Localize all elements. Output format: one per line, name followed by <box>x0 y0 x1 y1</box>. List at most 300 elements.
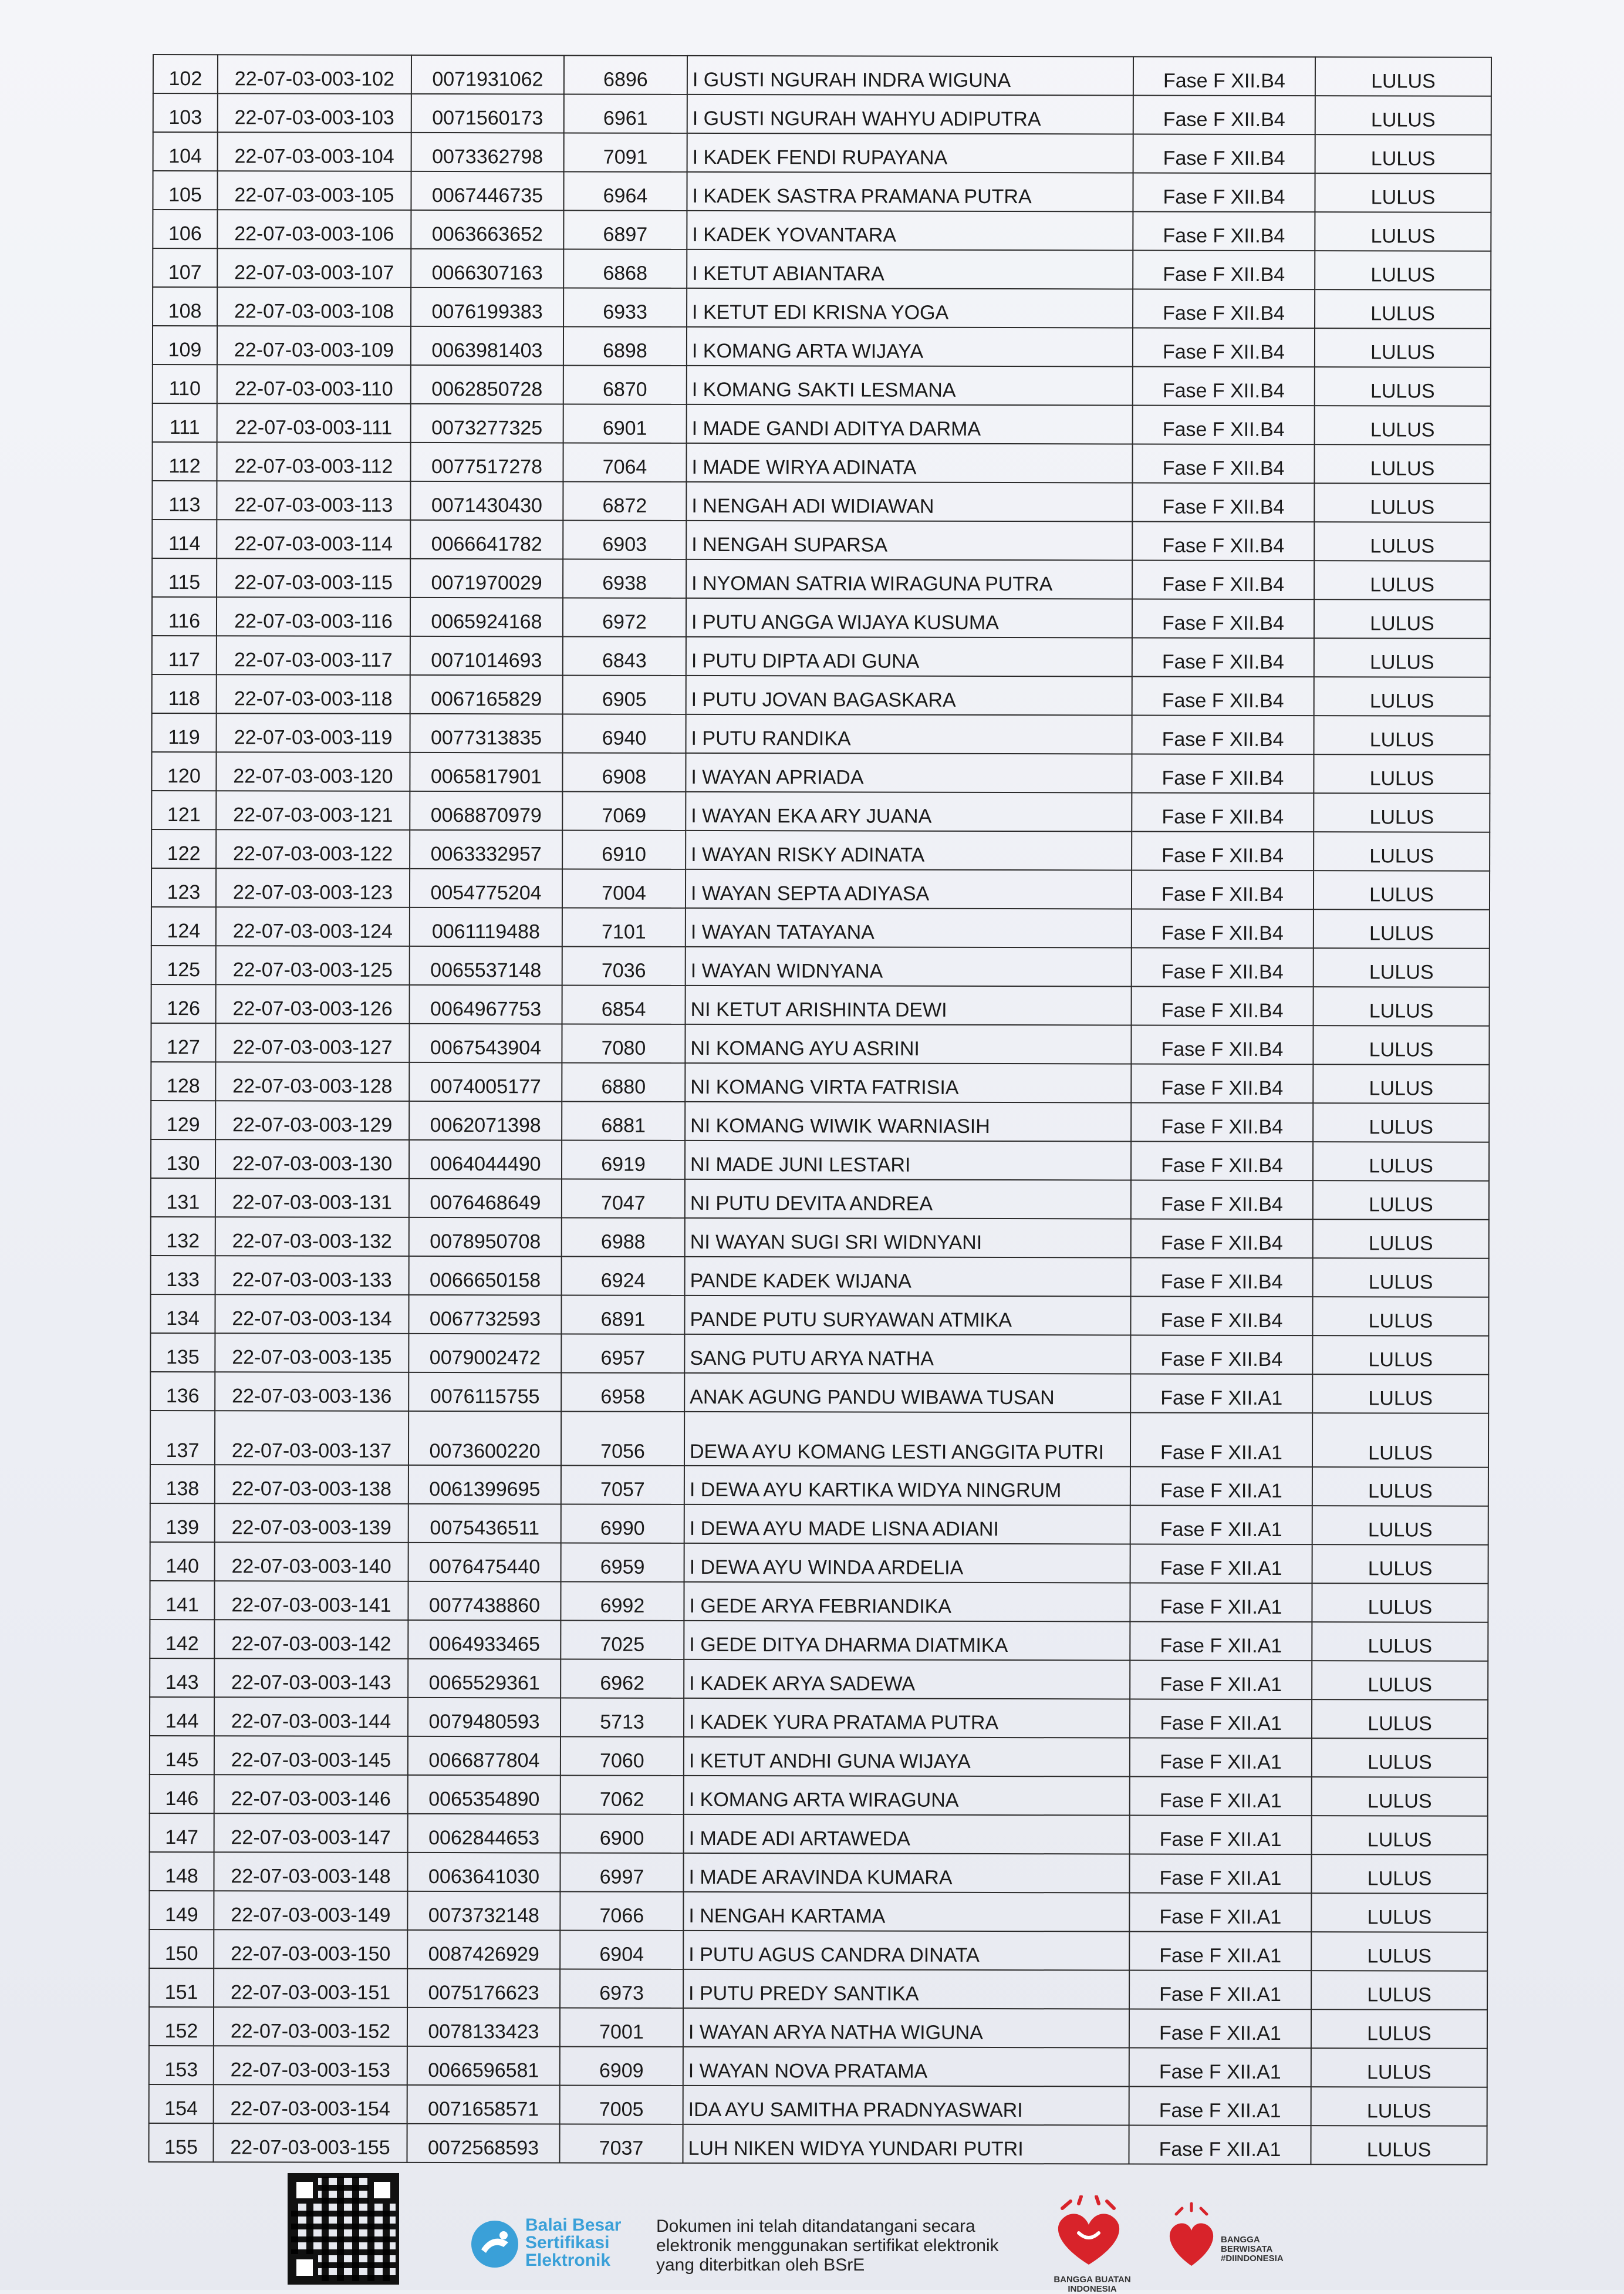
nis-cell: 6961 <box>564 94 687 133</box>
table-row <box>150 1736 1488 1777</box>
class-name-cell: Fase F XII.A1 <box>1129 2047 1311 2087</box>
exam-number-cell: 22-07-03-003-106 <box>217 210 411 249</box>
status-cell: LULUS <box>1312 1699 1488 1739</box>
nis-cell: 7004 <box>562 869 686 908</box>
nis-cell: 6992 <box>561 1581 684 1620</box>
student-name-cell: I DEWA AYU KARTIKA WIDYA NINGRUM <box>684 1466 1130 1506</box>
table-row <box>150 1372 1488 1413</box>
exam-number-cell: 22-07-03-003-150 <box>214 1929 407 1969</box>
class-name-cell: Fase F XII.B4 <box>1133 366 1315 406</box>
nis-cell: 6903 <box>563 520 686 559</box>
student-name-cell: I KADEK SASTRA PRAMANA PUTRA <box>687 172 1133 212</box>
student-name-cell: ANAK AGUNG PANDU WIBAWA TUSAN <box>684 1373 1130 1413</box>
nisn-cell: 0071658571 <box>407 2085 560 2124</box>
nisn-cell: 0076115755 <box>408 1372 561 1412</box>
nisn-cell: 0063663652 <box>411 210 563 249</box>
table-row <box>150 1658 1488 1700</box>
bangga-buatan-indonesia-logo-icon <box>1045 2195 1133 2283</box>
table-row <box>153 171 1491 212</box>
status-cell: LULUS <box>1315 173 1491 212</box>
exam-number-cell: 22-07-03-003-111 <box>217 403 411 443</box>
nis-cell: 6880 <box>562 1062 685 1101</box>
nis-cell: 6924 <box>562 1256 685 1295</box>
class-name-cell: Fase F XII.A1 <box>1130 1544 1312 1583</box>
bsre-logo-icon <box>470 2219 520 2269</box>
table-row <box>150 1697 1488 1739</box>
row-number-cell: 132 <box>151 1217 215 1256</box>
row-number-cell: 133 <box>151 1256 215 1294</box>
nis-cell: 7064 <box>563 443 686 481</box>
row-number-cell: 123 <box>151 868 216 907</box>
row-number-cell: 144 <box>150 1697 214 1736</box>
bbi-caption: BANGGA BUATAN INDONESIA <box>1054 2275 1131 2294</box>
table-row <box>150 1813 1488 1855</box>
nisn-cell: 0077313835 <box>410 714 563 753</box>
table-body <box>148 55 1491 2165</box>
nisn-cell: 0065537148 <box>410 946 562 986</box>
row-number-cell: 135 <box>150 1333 215 1372</box>
student-name-cell: I GEDE ARYA FEBRIANDIKA <box>684 1582 1130 1622</box>
nisn-cell: 0065817901 <box>410 753 562 792</box>
nis-cell: 6908 <box>562 753 686 791</box>
status-cell: LULUS <box>1313 1103 1489 1142</box>
table-row <box>151 1023 1489 1065</box>
class-name-cell: Fase F XII.B4 <box>1130 1335 1312 1374</box>
exam-number-cell: 22-07-03-003-116 <box>217 597 410 636</box>
nis-cell: 5713 <box>561 1698 684 1736</box>
table-row <box>149 1852 1487 1894</box>
exam-number-cell: 22-07-03-003-118 <box>217 674 410 714</box>
table-row <box>151 1101 1489 1142</box>
table-row <box>149 2084 1487 2126</box>
student-name-cell: DEWA AYU KOMANG LESTI ANGGITA PUTRI <box>684 1412 1130 1467</box>
student-name-cell: I KOMANG ARTA WIRAGUNA <box>684 1776 1130 1816</box>
exam-number-cell: 22-07-03-003-147 <box>214 1813 408 1853</box>
status-cell: LULUS <box>1312 1374 1488 1413</box>
status-cell: LULUS <box>1314 483 1490 522</box>
row-number-cell: 112 <box>152 442 217 481</box>
exam-number-cell: 22-07-03-003-109 <box>217 326 411 365</box>
student-name-cell: PANDE KADEK WIJANA <box>685 1257 1131 1297</box>
nisn-cell: 0065529361 <box>408 1659 561 1698</box>
exam-number-cell: 22-07-03-003-124 <box>216 907 410 946</box>
nisn-cell: 0071560173 <box>411 94 564 133</box>
nisn-cell: 0054775204 <box>410 869 562 908</box>
status-cell: LULUS <box>1312 1335 1488 1375</box>
table-row <box>151 752 1490 794</box>
class-name-cell: Fase F XII.B4 <box>1133 211 1315 251</box>
table-row <box>153 132 1491 174</box>
student-name-cell: I WAYAN TATAYANA <box>686 908 1132 948</box>
nis-cell: 6910 <box>562 830 686 869</box>
nisn-cell: 0076199383 <box>411 288 563 327</box>
nisn-cell: 0062071398 <box>409 1101 562 1141</box>
exam-number-cell: 22-07-03-003-115 <box>217 558 410 598</box>
table-row <box>152 713 1490 755</box>
status-cell: LULUS <box>1315 328 1491 367</box>
student-name-cell: I WAYAN NOVA PRATAMA <box>683 2047 1129 2087</box>
class-name-cell: Fase F XII.B4 <box>1132 715 1314 754</box>
status-cell: LULUS <box>1314 638 1490 677</box>
nis-cell: 6959 <box>561 1543 684 1581</box>
exam-number-cell: 22-07-03-003-133 <box>215 1256 409 1295</box>
table-row <box>153 55 1491 96</box>
nis-cell: 6973 <box>560 1969 683 2008</box>
class-name-cell: Fase F XII.B4 <box>1133 405 1315 444</box>
student-name-cell: I KADEK YOVANTARA <box>687 211 1133 251</box>
status-cell: LULUS <box>1315 251 1491 290</box>
student-name-cell: I PUTU PREDY SANTIKA <box>683 1969 1129 2009</box>
row-number-cell: 150 <box>149 1929 214 1968</box>
row-number-cell: 155 <box>148 2123 213 2162</box>
nisn-cell: 0076468649 <box>409 1179 562 1218</box>
nisn-cell: 0075176623 <box>407 1969 560 2008</box>
table-row <box>151 907 1490 949</box>
table-row <box>151 1256 1489 1297</box>
status-cell: LULUS <box>1312 1583 1488 1622</box>
class-name-cell: Fase F XII.A1 <box>1130 1660 1312 1699</box>
row-number-cell: 106 <box>153 210 217 248</box>
nis-cell: 6940 <box>563 714 686 753</box>
nis-cell: 6988 <box>562 1217 685 1256</box>
class-name-cell: Fase F XII.B4 <box>1132 792 1314 832</box>
nisn-cell: 0067446735 <box>411 171 563 211</box>
status-cell: LULUS <box>1313 1025 1489 1065</box>
student-name-cell: I DEWA AYU MADE LISNA ADIANI <box>684 1504 1130 1544</box>
nisn-cell: 0064933465 <box>408 1620 561 1659</box>
status-cell: LULUS <box>1314 444 1490 484</box>
status-cell: LULUS <box>1314 677 1490 716</box>
class-name-cell: Fase F XII.B4 <box>1132 754 1314 793</box>
status-cell: LULUS <box>1315 134 1491 174</box>
class-name-cell: Fase F XII.A1 <box>1130 1815 1312 1854</box>
row-number-cell: 109 <box>153 326 217 365</box>
table-row <box>149 1891 1487 1932</box>
status-cell: LULUS <box>1312 1622 1488 1661</box>
class-name-cell: Fase F XII.B4 <box>1132 483 1314 522</box>
exam-number-cell: 22-07-03-003-148 <box>214 1852 407 1891</box>
table-row <box>149 2007 1487 2049</box>
class-name-cell: Fase F XII.B4 <box>1132 676 1314 716</box>
status-cell: LULUS <box>1312 1777 1488 1816</box>
nis-cell: 7080 <box>562 1024 685 1062</box>
status-cell: LULUS <box>1314 987 1490 1026</box>
status-cell: LULUS <box>1312 1738 1488 1777</box>
row-number-cell: 131 <box>151 1178 215 1217</box>
table-row <box>150 1581 1488 1622</box>
nis-cell: 6972 <box>563 598 686 636</box>
nis-cell: 6958 <box>561 1372 684 1411</box>
student-name-cell: SANG PUTU ARYA NATHA <box>684 1334 1130 1374</box>
exam-number-cell: 22-07-03-003-105 <box>217 171 411 210</box>
table-row <box>150 1465 1488 1506</box>
class-name-cell: Fase F XII.B4 <box>1133 328 1315 367</box>
nisn-cell: 0073277325 <box>411 404 563 443</box>
nisn-cell: 0066596581 <box>407 2046 560 2086</box>
qr-finder-icon <box>291 2177 318 2204</box>
table-row <box>148 2123 1487 2165</box>
nisn-cell: 0079002472 <box>408 1334 561 1373</box>
class-name-cell: Fase F XII.B4 <box>1132 599 1314 638</box>
table-row <box>151 1139 1489 1181</box>
student-name-cell: I WAYAN SEPTA ADIYASA <box>686 869 1132 909</box>
nis-cell: 6962 <box>561 1659 684 1698</box>
exam-number-cell: 22-07-03-003-128 <box>215 1062 409 1101</box>
row-number-cell: 103 <box>153 93 218 132</box>
student-name-cell: PANDE PUTU SURYAWAN ATMIKA <box>684 1296 1130 1335</box>
status-cell: LULUS <box>1312 1467 1488 1506</box>
row-number-cell: 113 <box>152 481 217 519</box>
status-cell: LULUS <box>1312 1544 1488 1584</box>
table-row <box>153 210 1491 251</box>
nisn-cell: 0073362798 <box>411 133 564 172</box>
exam-number-cell: 22-07-03-003-137 <box>215 1411 408 1465</box>
nisn-cell: 0071014693 <box>410 636 563 676</box>
status-cell: LULUS <box>1313 1219 1489 1259</box>
exam-number-cell: 22-07-03-003-135 <box>215 1333 408 1372</box>
student-name-cell: I KETUT ANDHI GUNA WIJAYA <box>684 1737 1130 1777</box>
exam-number-cell: 22-07-03-003-146 <box>214 1775 408 1814</box>
nis-cell: 7001 <box>560 2008 683 2046</box>
nisn-cell: 0061399695 <box>408 1465 561 1504</box>
nisn-cell: 0065924168 <box>410 598 563 637</box>
nis-cell: 6868 <box>563 249 687 288</box>
table-row <box>151 1178 1489 1220</box>
table-row <box>149 1968 1487 2010</box>
row-number-cell: 125 <box>151 946 216 984</box>
table-row <box>149 1929 1487 1971</box>
student-name-cell: I NENGAH ADI WIDIAWAN <box>686 482 1132 522</box>
class-name-cell: Fase F XII.B4 <box>1133 289 1315 328</box>
student-name-cell: I KOMANG SAKTI LESMANA <box>687 366 1133 406</box>
status-cell: LULUS <box>1314 793 1490 832</box>
exam-number-cell: 22-07-03-003-136 <box>215 1372 408 1411</box>
student-name-cell: I NYOMAN SATRIA WIRAGUNA PUTRA <box>686 559 1132 599</box>
nisn-cell: 0062850728 <box>411 365 563 404</box>
student-name-cell: NI WAYAN SUGI SRI WIDNYANI <box>685 1218 1131 1258</box>
nis-cell: 6896 <box>564 55 687 94</box>
student-name-cell: I KADEK FENDI RUPAYANA <box>687 133 1133 173</box>
nis-cell: 6938 <box>563 559 686 598</box>
student-name-cell: I WAYAN EKA ARY JUANA <box>686 792 1132 832</box>
student-name-cell: NI PUTU DEVITA ANDREA <box>685 1179 1131 1219</box>
nis-cell: 7005 <box>560 2085 683 2124</box>
class-name-cell: Fase F XII.A1 <box>1130 1505 1312 1544</box>
table-row <box>150 1620 1488 1661</box>
nisn-cell: 0073600220 <box>408 1411 561 1466</box>
class-name-cell: Fase F XII.B4 <box>1132 947 1314 987</box>
row-number-cell: 117 <box>152 636 217 674</box>
exam-number-cell: 22-07-03-003-125 <box>216 946 410 985</box>
exam-number-cell: 22-07-03-003-112 <box>217 442 410 481</box>
bbwi-caption: BANGGA BERWISATA #DIINDONESIA <box>1221 2235 1284 2263</box>
student-name-cell: NI KOMANG VIRTA FATRISIA <box>685 1063 1131 1103</box>
class-name-cell: Fase F XII.B4 <box>1131 1064 1313 1103</box>
row-number-cell: 139 <box>150 1503 215 1542</box>
status-cell: LULUS <box>1315 367 1491 406</box>
table-row <box>153 365 1491 406</box>
nis-cell: 6900 <box>561 1814 684 1853</box>
nisn-cell: 0078133423 <box>407 2008 560 2047</box>
table-row <box>153 403 1491 445</box>
exam-number-cell: 22-07-03-003-130 <box>215 1139 409 1179</box>
row-number-cell: 143 <box>150 1658 214 1697</box>
class-name-cell: Fase F XII.A1 <box>1129 1931 1311 1971</box>
row-number-cell: 122 <box>151 829 216 868</box>
row-number-cell: 153 <box>149 2046 214 2084</box>
student-name-cell: I MADE ARAVINDA KUMARA <box>683 1853 1129 1893</box>
row-number-cell: 138 <box>150 1465 215 1503</box>
nis-cell: 6898 <box>563 326 687 365</box>
status-cell: LULUS <box>1312 1413 1488 1468</box>
row-number-cell: 105 <box>153 171 217 210</box>
exam-number-cell: 22-07-03-003-149 <box>214 1891 407 1930</box>
nisn-cell: 0067165829 <box>410 675 563 714</box>
table-row <box>152 519 1490 561</box>
student-name-cell: NI MADE JUNI LESTARI <box>685 1141 1131 1180</box>
status-cell: LULUS <box>1311 1932 1487 1971</box>
row-number-cell: 104 <box>153 132 218 171</box>
nis-cell: 7057 <box>561 1465 684 1504</box>
class-name-cell: Fase F XII.B4 <box>1131 1025 1313 1064</box>
nisn-cell: 0068870979 <box>410 791 562 831</box>
qr-finder-icon <box>369 2177 396 2204</box>
student-name-cell: I PUTU DIPTA ADI GUNA <box>686 637 1132 677</box>
nisn-cell: 0076475440 <box>408 1543 561 1582</box>
table-row <box>152 558 1490 600</box>
student-name-cell: IDA AYU SAMITHA PRADNYASWARI <box>683 2086 1129 2126</box>
nis-cell: 7091 <box>564 133 687 171</box>
row-number-cell: 114 <box>152 519 217 558</box>
status-cell: LULUS <box>1312 1816 1488 1855</box>
exam-number-cell: 22-07-03-003-138 <box>215 1465 408 1504</box>
status-cell: LULUS <box>1315 289 1491 329</box>
class-name-cell: Fase F XII.A1 <box>1129 2125 1311 2164</box>
nis-cell: 6909 <box>560 2046 683 2085</box>
row-number-cell: 154 <box>149 2084 214 2123</box>
student-name-cell: I GUSTI NGURAH INDRA WIGUNA <box>687 56 1133 96</box>
qr-finder-icon <box>291 2254 318 2281</box>
table-row <box>150 1294 1488 1336</box>
row-number-cell: 134 <box>150 1294 215 1333</box>
nis-cell: 7101 <box>562 908 686 946</box>
student-name-cell: I PUTU RANDIKA <box>686 714 1132 754</box>
row-number-cell: 126 <box>151 984 216 1023</box>
exam-number-cell: 22-07-03-003-122 <box>216 829 410 869</box>
row-number-cell: 137 <box>150 1411 215 1465</box>
row-number-cell: 110 <box>153 365 217 403</box>
class-name-cell: Fase F XII.A1 <box>1130 1621 1312 1661</box>
nisn-cell: 0071931062 <box>411 55 564 95</box>
class-name-cell: Fase F XII.B4 <box>1132 870 1314 909</box>
class-name-cell: Fase F XII.B4 <box>1133 56 1315 96</box>
exam-number-cell: 22-07-03-003-113 <box>217 481 410 520</box>
student-name-cell: I DEWA AYU WINDA ARDELIA <box>684 1543 1130 1583</box>
nisn-cell: 0064967753 <box>410 985 562 1024</box>
table-row <box>153 287 1491 329</box>
row-number-cell: 121 <box>151 791 216 829</box>
class-name-cell: Fase F XII.B4 <box>1132 831 1314 871</box>
nis-cell: 6904 <box>560 1930 683 1969</box>
nisn-cell: 0063332957 <box>410 830 562 869</box>
student-name-cell: I KETUT EDI KRISNA YOGA <box>687 288 1133 328</box>
status-cell: LULUS <box>1313 1258 1489 1297</box>
row-number-cell: 152 <box>149 2007 214 2046</box>
exam-number-cell: 22-07-03-003-123 <box>216 868 410 908</box>
table-row <box>151 868 1490 910</box>
exam-number-cell: 22-07-03-003-139 <box>215 1503 408 1543</box>
nisn-cell: 0067543904 <box>409 1024 562 1063</box>
nisn-cell: 0062844653 <box>408 1814 561 1853</box>
nisn-cell: 0071970029 <box>410 559 563 598</box>
row-number-cell: 118 <box>152 674 217 713</box>
class-name-cell: Fase F XII.A1 <box>1129 1970 1311 2009</box>
exam-number-cell: 22-07-03-003-129 <box>215 1101 409 1140</box>
exam-number-cell: 22-07-03-003-154 <box>214 2084 407 2124</box>
exam-number-cell: 22-07-03-003-132 <box>215 1217 409 1256</box>
nisn-cell: 0067732593 <box>408 1295 561 1334</box>
student-name-cell: I MADE ADI ARTAWEDA <box>684 1814 1130 1854</box>
status-cell: LULUS <box>1314 948 1490 987</box>
class-name-cell: Fase F XII.B4 <box>1132 521 1314 561</box>
exam-number-cell: 22-07-03-003-144 <box>214 1697 408 1736</box>
row-number-cell: 141 <box>150 1581 214 1620</box>
table-row <box>151 829 1490 871</box>
exam-number-cell: 22-07-03-003-143 <box>214 1658 408 1698</box>
exam-number-cell: 22-07-03-003-155 <box>213 2123 407 2163</box>
row-number-cell: 145 <box>150 1736 214 1775</box>
class-name-cell: Fase F XII.B4 <box>1133 173 1315 212</box>
row-number-cell: 127 <box>151 1023 215 1062</box>
exam-number-cell: 22-07-03-003-152 <box>214 2007 407 2046</box>
student-name-cell: I MADE WIRYA ADINATA <box>686 443 1132 483</box>
table-row <box>152 481 1490 522</box>
status-cell: LULUS <box>1312 1661 1488 1700</box>
class-name-cell: Fase F XII.A1 <box>1129 2086 1311 2126</box>
row-number-cell: 147 <box>150 1813 214 1852</box>
row-number-cell: 136 <box>150 1372 215 1411</box>
row-number-cell: 142 <box>150 1620 214 1658</box>
row-number-cell: 108 <box>153 287 217 326</box>
exam-number-cell: 22-07-03-003-121 <box>216 791 410 830</box>
student-name-cell: NI KETUT ARISHINTA DEWI <box>686 986 1132 1025</box>
row-number-cell: 128 <box>151 1062 215 1101</box>
nisn-cell: 0064044490 <box>409 1140 562 1179</box>
exam-number-cell: 22-07-03-003-114 <box>217 519 410 559</box>
status-cell: LULUS <box>1311 2087 1487 2126</box>
student-name-cell: I WAYAN ARYA NATHA WIGUNA <box>683 2008 1129 2048</box>
student-name-cell: I KADEK ARYA SADEWA <box>684 1659 1130 1699</box>
class-name-cell: Fase F XII.A1 <box>1130 1466 1312 1506</box>
table-row <box>151 984 1490 1026</box>
table-row <box>151 1217 1489 1259</box>
exam-number-cell: 22-07-03-003-104 <box>218 132 411 171</box>
table-row <box>152 442 1490 484</box>
row-number-cell: 146 <box>150 1775 214 1813</box>
status-cell: LULUS <box>1311 1893 1487 1932</box>
status-cell: LULUS <box>1314 909 1490 949</box>
student-name-cell: NI KOMANG WIWIK WARNIASIH <box>685 1102 1131 1142</box>
class-name-cell: Fase F XII.A1 <box>1130 1738 1312 1777</box>
row-number-cell: 116 <box>152 597 217 636</box>
status-cell: LULUS <box>1315 212 1491 251</box>
row-number-cell: 119 <box>152 713 217 752</box>
status-cell: LULUS <box>1312 1297 1488 1336</box>
status-cell: LULUS <box>1313 1064 1489 1104</box>
nis-cell: 6870 <box>563 365 687 404</box>
class-name-cell: Fase F XII.B4 <box>1132 444 1314 483</box>
nisn-cell: 0079480593 <box>408 1698 561 1737</box>
